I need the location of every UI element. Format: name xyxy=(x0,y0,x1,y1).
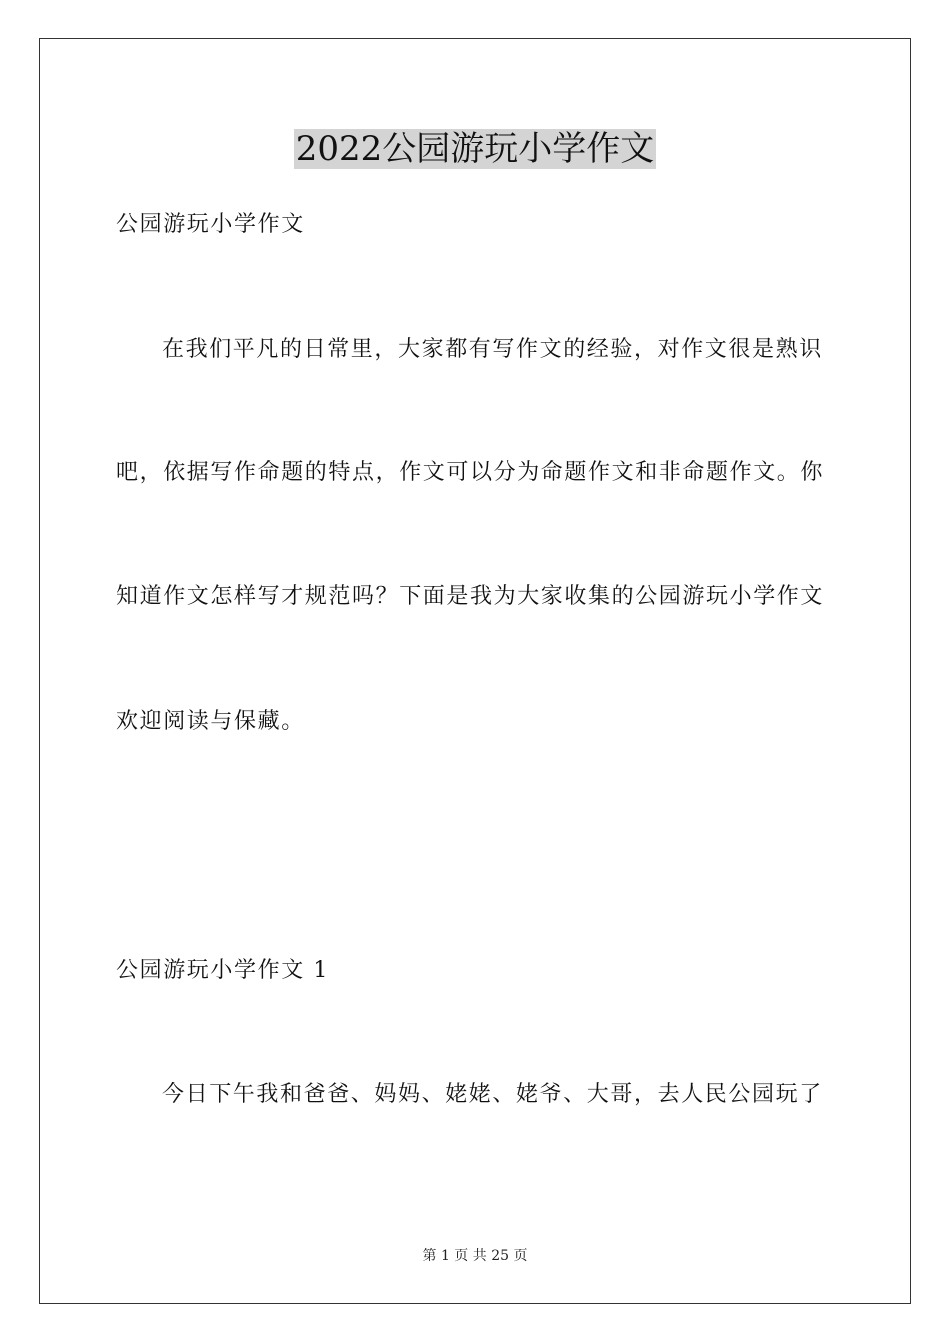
intro-line-1: 在我们平凡的日常里，大家都有写作文的经验，对作文很是熟识 xyxy=(162,337,823,362)
document-title xyxy=(0,128,950,170)
section-line-1: 今日下午我和爸爸、妈妈、姥姥、姥爷、大哥，去人民公园玩了 xyxy=(162,1082,823,1107)
document-subtitle: 公园游玩小学作文 xyxy=(116,212,305,237)
page-indicator: 第 1 页 共 25 页 xyxy=(422,1248,528,1264)
intro-line-4: 欢迎阅读与保藏。 xyxy=(116,709,305,734)
section-heading: 公园游玩小学作文 1 xyxy=(116,958,329,983)
intro-line-3: 知道作文怎样写才规范吗？下面是我为大家收集的公园游玩小学作文 xyxy=(116,584,825,609)
intro-line-2: 吧，依据写作命题的特点，作文可以分为命题作文和非命题作文。你 xyxy=(116,460,825,485)
document-title-text: 2022公园游玩小学作文 xyxy=(295,129,655,169)
